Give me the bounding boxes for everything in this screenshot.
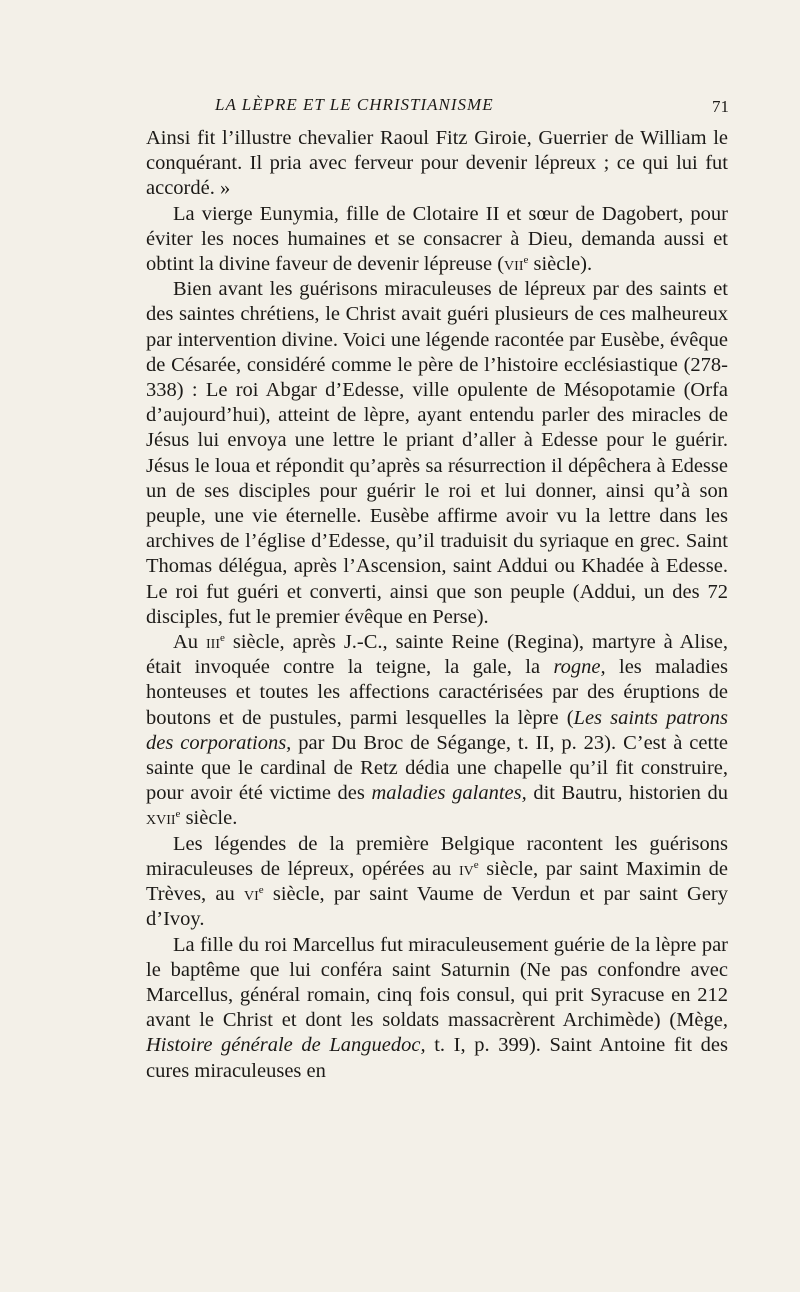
paragraph-5 [146,832,728,933]
paragraph-4-c: les maladies honteuses et toutes les affections caractérisées par des éruptions de boutons et de pustules, parmi lesquelles la lèpre ( [146,656,729,729]
century-numeral: iv [459,857,474,880]
paragraph-6 [146,933,728,1084]
paragraph-5-a: Les légendes de la première Belgique racontent les guérisons miraculeuses de lépreux, opérées au [146,832,728,880]
century-numeral: iii [206,631,221,654]
paragraph-4-d: par Du Broc de Ségange, t. II, p. 23). C’est à cette sainte que le cardinal de Retz dédia une chapelle qu’il fit construire, pour avoir été victime des [146,731,728,805]
page-number: 71 [712,97,729,116]
paragraph-1: Ainsi fit l’illustre chevalier Raoul Fitz Giroie, Guerrier de William le conquérant. Il pria avec ferveur pour devenir lépreux ; ce qui lui fut accordé. » [146,127,728,200]
paragraph-4 [146,630,728,832]
century-superscript: e [523,254,529,267]
paragraph-3: Bien avant les guérisons miraculeuses de lépreux par des saints et des saintes chrétiens, le Christ avait guéri plusieurs de ces malheureux par intervention divine. Voici une légende racontée par Eusèbe, évêque de Césarée, considéré comme le père de l’histoire ecclésiastique (278-338) : Le roi Abgar d’Edesse, ville opulente de Mésopotamie (Orfa d’aujourd’hui), atteint de lèpre, ayant entendu parler des miracles de Jésus lui envoya une lettre le priant d’aller à Edesse pour le guérir. Jésus le loua et répondit qu’après sa résurrection il dépêchera à Edesse un de ses disciples pour guérir le roi et lui donner, ainsi qu’à son peuple, une vie éternelle. Eusèbe affirme avoir vu la lettre dans les archives de l’église d’Edesse, qu’il traduisit du syriaque en grec. Saint Thomas délégua, après l’Ascension, saint Addui ou Khadée à Edesse. Le roi fut guéri et converti, ainsi que son peuple (Addui, un des 72 disciples, fut le premier évêque en Perse). [146,278,728,628]
paragraph-2-tail: siècle). [528,253,593,276]
paragraph-4-b: siècle, après J.-C., sainte Reine (Regina), martyre à Alise, était invoquée contre la teigne, la gale, la [146,631,728,679]
book-title: Histoire générale de Languedoc, [146,1034,426,1057]
paragraph-4-e: dit Bautru, historien du [526,782,728,805]
paragraph-4-a: Au [173,631,207,654]
century-superscript: e [175,808,181,821]
book-title: Les saints patrons des corporations, [146,706,728,754]
paragraph-2-text: La vierge Eunymia, fille de Clotaire II et sœur de Dagobert, pour éviter les noces humaines et se consacrer à Dieu, demanda aussi et obtint la divine faveur de devenir lépreuse ( [146,202,728,276]
running-head [0,95,800,121]
paragraph-5-c: siècle, par saint Vaume de Verdun et par saint Gery d’Ivoy. [146,883,729,931]
century-numeral: vi [243,883,259,906]
italic-term-maladies: maladies galantes, [371,782,527,805]
paragraph-2 [146,202,728,278]
paragraph-4-f: siècle. [180,807,238,830]
running-title: LA LÈPRE ET LE CHRISTIANISME [215,95,494,114]
century-numeral: xvii [146,807,176,830]
italic-term-rogne: rogne, [553,656,606,679]
century-superscript: e [473,858,479,871]
paragraph-5-b: siècle, par saint Maximin de Trèves, au [146,857,728,906]
paragraph-6-b: t. I, p. 399). Saint Antoine fit des cures miraculeuses en [146,1034,728,1082]
century-numeral: vii [504,253,524,276]
body-text [146,126,728,1084]
paragraph-6-a: La fille du roi Marcellus fut miraculeusement guérie de la lèpre par le baptême que lui conféra saint Saturnin (Ne pas confondre avec Marcellus, général romain, cinq fois consul, qui prit Syracuse en 212 avant le Christ et dont les soldats massacrèrent Archimède) (Mège, [146,933,728,1032]
century-superscript: e [220,632,225,645]
century-superscript: e [258,884,264,897]
